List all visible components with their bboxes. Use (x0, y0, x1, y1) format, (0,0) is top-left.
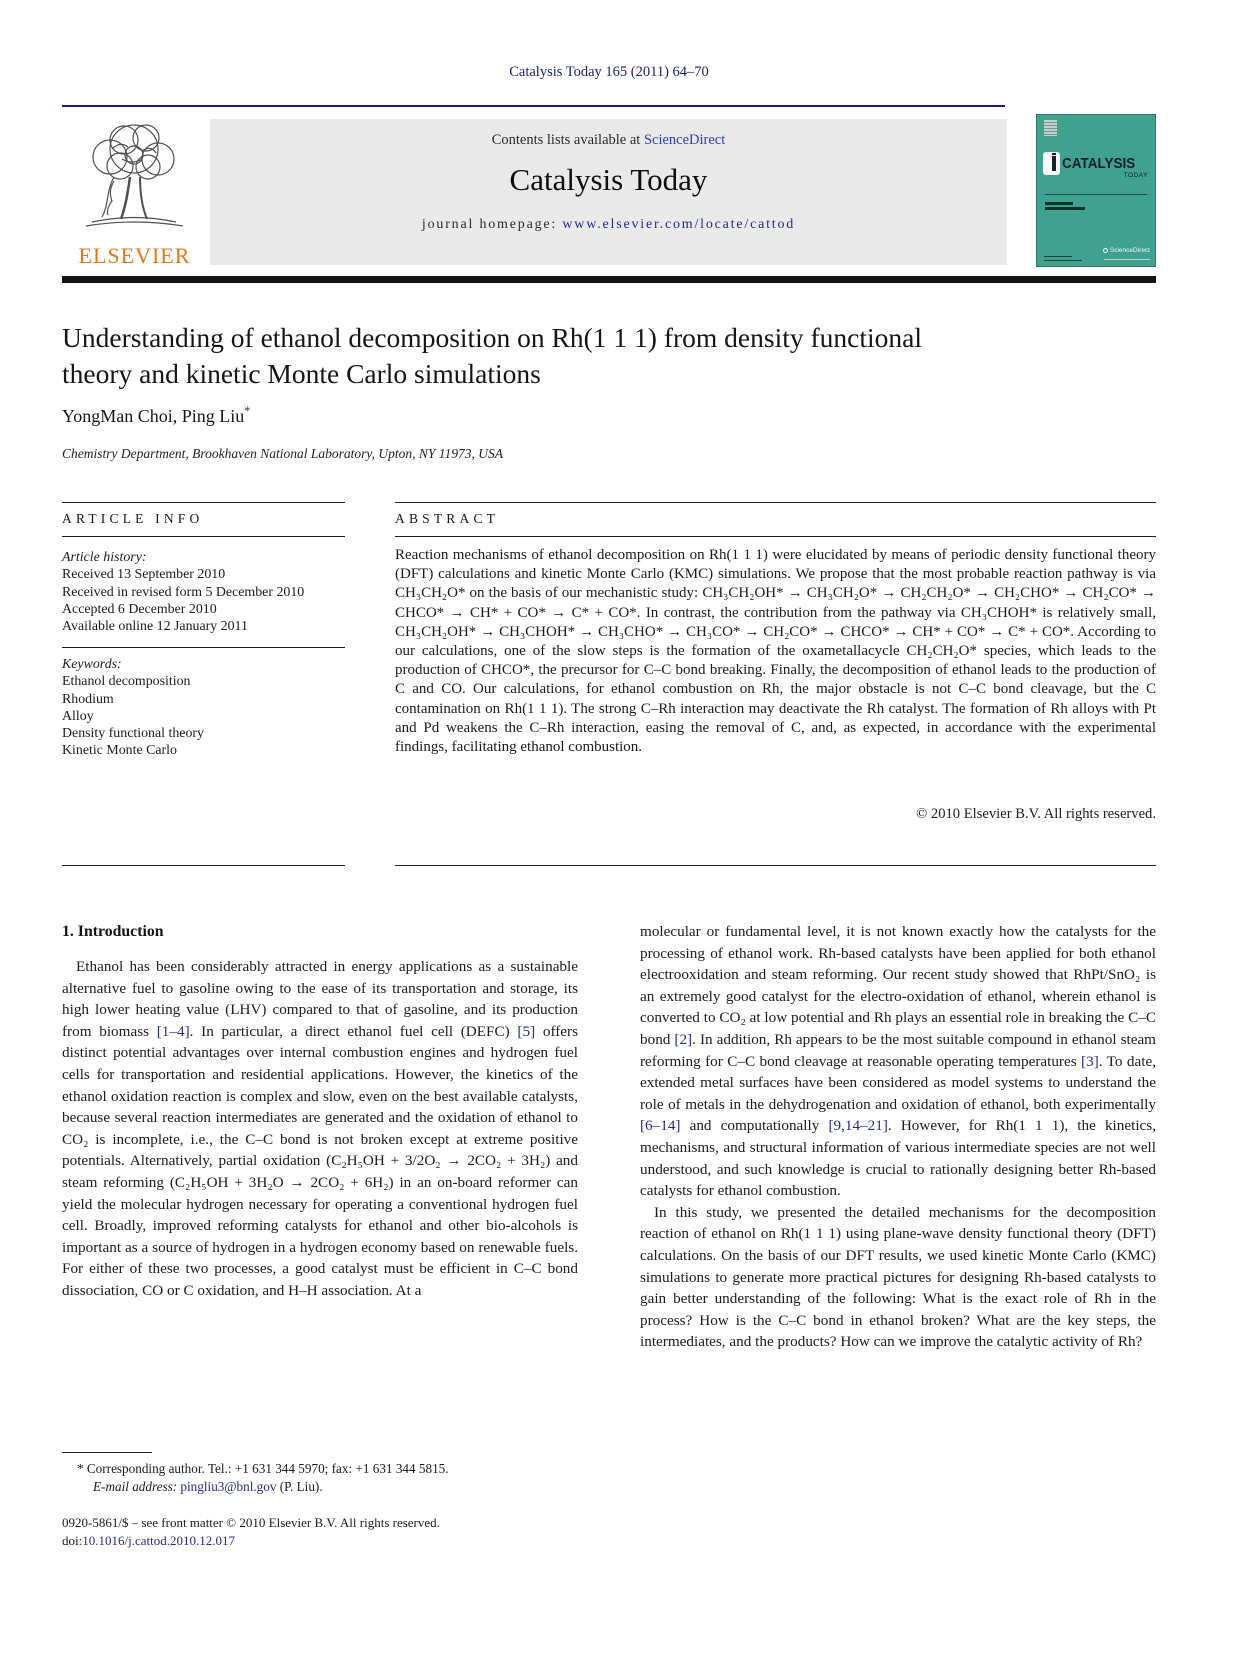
article-title (62, 320, 1122, 392)
imprint-block (62, 1514, 582, 1549)
body-left-column (62, 921, 578, 1302)
cover-title: CATALYSIS (1062, 155, 1136, 172)
history-item: Available online 12 January 2011 (62, 619, 248, 635)
journal-title: Catalysis Today (509, 162, 708, 197)
body-right-column (640, 921, 1156, 1353)
cover-issn-text-bar (1044, 256, 1072, 258)
masthead-top-rule (62, 105, 1005, 107)
inline-link[interactable]: [6–14] (640, 1117, 681, 1135)
doi-line: doi:10.1016/j.cattod.2010.12.017 (62, 1532, 235, 1548)
abstract-text: Reaction mechanisms of ethanol decomposition on Rh(1 1 1) were elucidated by means of periodic density functional theory (DFT) calculations and kinetic Monte Carlo (KMC) simulations. We propose that the most probable reaction pathway is via CH₃CH₂O* on the basis of our mechanistic study: CH₃CH₂OH* → CH₃CH₂O* → CH₂CH₂O* → CH₂CHO* → CH₂CO* → CHCO* → CH* + CO* → C* + CO*. In contrast, the contribution from the pathway via CH₃CHOH* is relatively small, CH₃CH₂OH* → CH₃CHOH* → CH₃CHO* → CH₃CO* → CH₂CO* → CHCO* → CH* + CO* → C* + CO*. According to our calculations, one of the slow steps is the formation of the oxametallacycle CH₂CH₂O* species, which leads to the production of CHCO*, the precursor for C–C bond breaking. Finally, the decomposition of ethanol leads to the production of C and CO. Our calculations, for ethanol combustion on Rh, the major obstacle is not C–C bond cleavage, but the C contamination on Rh(1 1 1). The strong C–Rh interaction may deactivate the Rh catalyst. The formation of Rh alloys with Pt and Pd weakens the C–Rh interaction, easing the removal of C, and, as expected, in accordance with the experimental findings, facilitating ethanol combustion. (395, 547, 1156, 756)
section-heading-introduction: 1. Introduction (62, 923, 164, 940)
inline-link[interactable]: [5] (517, 1022, 536, 1040)
article-info-bottom-rule (62, 865, 345, 866)
cover-issn-text-bar (1044, 260, 1082, 262)
journal-masthead-box (210, 119, 1007, 265)
history-item: Received 13 September 2010 (62, 567, 226, 583)
keyword-item: Alloy (62, 708, 94, 724)
article-info-mid-rule (62, 647, 345, 648)
abstract-top-rule (395, 502, 1156, 503)
journal-homepage-line[interactable]: journal homepage: www.elsevier.com/locate/cattod (421, 217, 796, 232)
article-info-heading: ARTICLE INFO (62, 511, 204, 526)
affiliation: Chemistry Department, Brookhaven National Laboratory, Upton, NY 11973, USA (62, 446, 503, 461)
running-head-citation: Catalysis Today 165 (2011) 64–70 (509, 64, 709, 80)
article-info-heading-rule (62, 536, 345, 537)
inline-link[interactable]: [1–4] (156, 1022, 190, 1040)
article-info-top-rule (62, 502, 345, 503)
corresponding-author-note: * Corresponding author. Tel.: +1 631 344 5970; fax: +1 631 344 5815. (77, 1461, 449, 1476)
issn-line: 0920-5861/$ – see front matter © 2010 Elsevier B.V. All rights reserved. (62, 1515, 440, 1530)
inline-link[interactable]: 10.1016/j.cattod.2010.12.017 (82, 1532, 235, 1548)
inline-link[interactable]: [9,14–21] (828, 1117, 888, 1135)
keyword-item: Kinetic Monte Carlo (62, 743, 177, 759)
footnote-block (62, 1460, 582, 1495)
cover-subtitle: TODAY (1123, 172, 1148, 179)
cover-editor-text-bar (1045, 207, 1085, 210)
inline-link[interactable]: [3] (1081, 1052, 1099, 1070)
author-line: YongMan Choi, Ping Liu* (62, 404, 251, 426)
intro-paragraph-right: molecular or fundamental level, it is not known exactly how the catalysts for the processing of ethanol work. Rh-based catalysts have been applied for both ethanol electrooxidation and steam reforming. Our recent study showed that RhPt/SnO₂ is an extremely good catalyst for the electro-oxidation of ethanol, wherein ethanol is converted to CO₂ at low potential and Rh plays an essential role in breaking the C–C bond [2]. In addition, Rh appears to be the most suitable compound in ethanol steam reforming for C–C bond cleavage at reasonable operating temperatures [3]. To date, extended metal surfaces have been considered as model systems to understand the role of metals in the dehydrogenation and oxidation of ethanol, both experimentally [6–14] and computationally [9,14–21]. However, for Rh(1 1 1), the kinetics, mechanisms, and structural information of various intermediate species are not well understood, and such knowledge is crucial to rationally designing better Rh-based catalysts for ethanol combustion. (640, 923, 1156, 1200)
contents-lists-line[interactable]: Contents lists available at ScienceDirect (491, 132, 726, 148)
elsevier-tree-icon (62, 119, 207, 237)
copyright-line: © 2010 Elsevier B.V. All rights reserved. (916, 806, 1156, 822)
intro-paragraph-left: Ethanol has been considerably attracted in energy applications as a sustainable alternative fuel to gasoline owing to the ease of its transportation and storage, its high lower heating value (LHV) compared to that of gasoline, and its production from biomass [1–4]. In particular, a direct ethanol fuel cell (DEFC) [5] offers distinct potential advantages over internal combustion engines and hydrogen fuel cells for transportation and residential applications. However, the kinetics of the ethanol oxidation reaction is complex and slow, even on the best available catalysts, because several reaction intermediates are generated and the oxidation of ethanol to CO₂ is incomplete, i.e., the C–C bond is not broken except at extreme positive potentials. Alternatively, partial oxidation (C₂H₅OH + 3/2O₂ → 2CO₂ + 3H₂) and steam reforming (C₂H₅OH + 3H₂O → 2CO₂ + 6H₂) in an on-board reformer can yield the molecular hydrogen necessary for operating a conventional hydrogen fuel cell. Broadly, improved reforming catalysts for ethanol and other bio-alcohols is important as a source of hydrogen in a hydrogen economy based on renewable fuels. For either of these two processes, a good catalyst must be efficient in C–C bond dissociation, CO or C oxidation, and H–H association. At a (62, 958, 578, 1299)
footnote-rule (62, 1452, 152, 1453)
abstract-bottom-rule (395, 865, 1156, 866)
journal-cover-thumbnail[interactable] (1036, 114, 1156, 267)
keyword-item: Density functional theory (62, 726, 204, 742)
cover-editor-text-bar (1045, 202, 1073, 205)
keywords-block (62, 656, 372, 760)
keywords-label: Keywords: (62, 657, 122, 672)
email-line: E-mail address: pingliu3@bnl.gov (P. Liu). (93, 1478, 323, 1494)
abstract-heading: ABSTRACT (395, 511, 500, 526)
cover-microtext-rule (1045, 194, 1147, 195)
masthead-bottom-bar (62, 276, 1156, 283)
article-title-line-2: theory and kinetic Monte Carlo simulations (62, 358, 541, 389)
elsevier-wordmark: ELSEVIER (78, 243, 191, 268)
text-span: * (244, 404, 251, 418)
inline-link[interactable]: www.elsevier.com/locate/cattod (562, 217, 796, 232)
inline-link[interactable]: ScienceDirect (643, 132, 726, 148)
article-history-label: Article history: (62, 550, 147, 565)
article-title-line-1: Understanding of ethanol decomposition on Rh(1 1 1) from density functional (62, 322, 922, 353)
abstract-heading-rule (395, 536, 1156, 537)
elsevier-logo[interactable] (62, 119, 207, 268)
study-paragraph: In this study, we presented the detailed mechanisms for the decomposition reaction of ethanol on Rh(1 1 1) using plane-wave density functional theory (DFT) calculations. On the basis of our DFT results, we used kinetic Monte Carlo (KMC) simulations to generate more practical pictures for designing Rh-based catalysts to gain better understanding of the following: What is the exact role of Rh in the process? How is the C–C bond in ethanol broken? What are the key steps, the intermediates, and the products? How can we improve the catalytic activity of Rh? (640, 1203, 1156, 1351)
cover-stamp-icon (1044, 120, 1057, 136)
text-span: E-mail address: (93, 1478, 178, 1494)
cover-url-bar (1104, 259, 1150, 260)
keyword-item: Ethanol decomposition (62, 674, 191, 690)
inline-link[interactable]: pingliu3@bnl.gov (180, 1478, 277, 1494)
history-item: Accepted 6 December 2010 (62, 601, 217, 617)
history-item: Received in revised form 5 December 2010 (62, 584, 305, 600)
cover-ci-mark-icon (1043, 152, 1060, 175)
article-history-block (62, 549, 372, 635)
sciencedirect-ring-icon (1103, 248, 1108, 253)
cover-sciencedirect-label: ScienceDirect (1103, 247, 1150, 254)
keyword-item: Rhodium (62, 691, 114, 707)
inline-link[interactable]: [2] (674, 1030, 693, 1048)
